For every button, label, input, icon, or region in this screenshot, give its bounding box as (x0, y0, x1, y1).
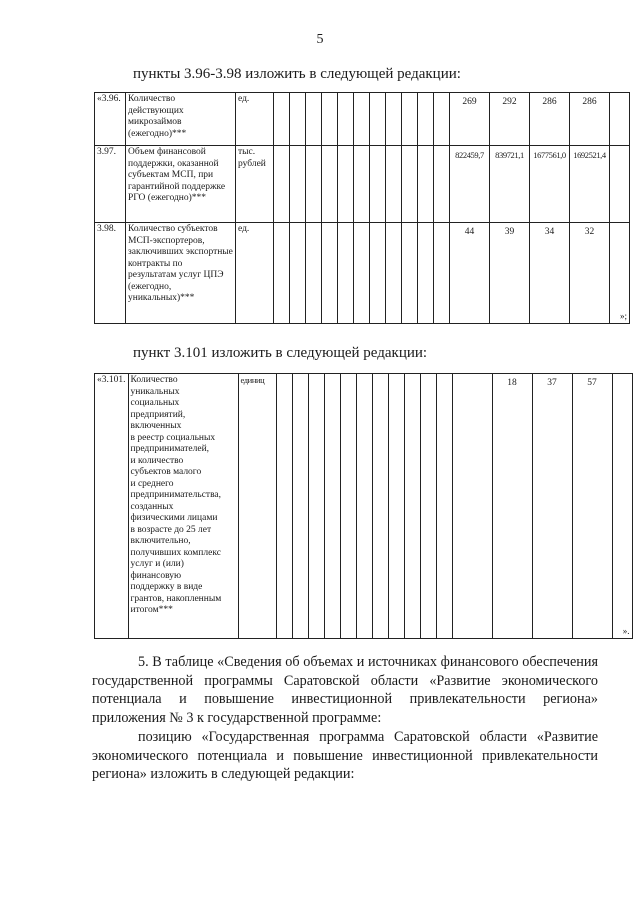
empty-cell (402, 146, 418, 223)
value-cell: 1677561,0 (530, 146, 570, 223)
empty-cell (276, 374, 292, 639)
value-cell: 839721,1 (490, 146, 530, 223)
value-cell: 292 (490, 93, 530, 146)
name-line: созданных (130, 501, 174, 512)
value-cell: 44 (450, 223, 490, 324)
name-line: грантов, накопленным (130, 593, 222, 604)
name-line: услуг и (или) (130, 559, 184, 569)
unit: тыс. рублей (236, 146, 274, 223)
empty-cell (452, 374, 492, 639)
empty-cell (290, 93, 306, 146)
empty-cell (274, 223, 290, 324)
name-line: включенных (130, 421, 182, 431)
row-number: 3.98. (95, 223, 126, 324)
value-cell: 57 (572, 374, 612, 639)
value-cell: 37 (532, 374, 572, 639)
name-line: и количество (130, 455, 184, 466)
name-line: в возрасте до 25 лет (130, 524, 212, 535)
empty-cell (338, 93, 354, 146)
empty-cell (324, 374, 340, 639)
heading-item-3-101: пункт 3.101 изложить в следующей редакции: (133, 345, 428, 361)
name-line: итогом*** (130, 605, 173, 615)
name-line: социальных (130, 398, 180, 408)
closing-mark (610, 93, 630, 146)
empty-cell (402, 223, 418, 324)
value-cell: 18 (492, 374, 532, 639)
name-line: поддержку в виде (130, 582, 203, 592)
value-cell: 286 (530, 93, 570, 146)
value-cell: 822459,7 (450, 146, 490, 223)
name-line: в реестр социальных (130, 432, 216, 443)
empty-cell (292, 374, 308, 639)
name-line: получивших комплекс (130, 547, 221, 558)
row-number: «3.101. (95, 374, 129, 639)
name-line: уникальных (130, 386, 180, 397)
name-line: Количество (130, 375, 178, 385)
closing-mark (610, 146, 630, 223)
empty-cell (338, 223, 354, 324)
empty-cell (420, 374, 436, 639)
empty-cell (322, 93, 338, 146)
closing-mark: »; (610, 223, 630, 324)
empty-cell (338, 146, 354, 223)
name-line: предпринимателей, (130, 444, 210, 454)
heading-items-3-96-3-98: пункты 3.96-3.98 изложить в следующей редакции: (133, 66, 461, 82)
paragraph-position: позицию «Государственная программа Саратовской области «Развитие экономического потенциала и повышение инвестиционной привлекательности региона» изложить в следующей редакции: (92, 729, 598, 783)
empty-cell (434, 223, 450, 324)
empty-cell (322, 223, 338, 324)
empty-cell (402, 93, 418, 146)
name-line: и среднего (130, 478, 174, 489)
closing-mark: ». (612, 374, 632, 639)
row-number: 3.97. (95, 146, 126, 223)
table-row (95, 146, 630, 223)
empty-cell (370, 146, 386, 223)
empty-cell (386, 146, 402, 223)
value-cell: 39 (490, 223, 530, 324)
indicator-name: Количество субъектов МСП-экспортеров, заключивших экспортные контракты по результатам услуг ЦПЭ (ежегодно, уникальных)*** (126, 223, 236, 324)
unit: ед. (236, 223, 274, 324)
empty-cell (436, 374, 452, 639)
empty-cell (340, 374, 356, 639)
name-line: предпринимательства, (130, 490, 222, 500)
unit: ед. (236, 93, 274, 146)
value-cell: 34 (530, 223, 570, 324)
indicator-name: Количество действующих микрозаймов (ежегодно)*** (126, 93, 236, 146)
value-cell: 32 (570, 223, 610, 324)
name-line: предприятий, (130, 409, 186, 420)
table-row (95, 93, 630, 146)
empty-cell (308, 374, 324, 639)
empty-cell (354, 223, 370, 324)
empty-cell (306, 146, 322, 223)
empty-cell (418, 223, 434, 324)
paragraph-5: 5. В таблице «Сведения об объемах и источниках финансового обеспечения государственной программы Саратовской области «Развитие экономического потенциала и повышение инвестиционной привлекательности региона» приложения № 3 к государственной программе: (92, 654, 598, 726)
indicator-name (128, 374, 238, 639)
empty-cell (434, 146, 450, 223)
empty-cell (322, 146, 338, 223)
table-row (95, 223, 630, 324)
name-line: финансовую (130, 570, 182, 581)
empty-cell (290, 223, 306, 324)
table-row (95, 374, 633, 639)
empty-cell (356, 374, 372, 639)
empty-cell (274, 93, 290, 146)
row-number: «3.96. (95, 93, 126, 146)
value-cell: 286 (570, 93, 610, 146)
empty-cell (386, 223, 402, 324)
table-items-3-96-3-98 (94, 92, 630, 324)
page-number: 5 (316, 32, 324, 47)
empty-cell (418, 93, 434, 146)
empty-cell (290, 146, 306, 223)
name-line: включительно, (130, 536, 191, 546)
empty-cell (372, 374, 388, 639)
value-cell: 1692521,4 (570, 146, 610, 223)
empty-cell (274, 146, 290, 223)
empty-cell (388, 374, 404, 639)
empty-cell (354, 93, 370, 146)
unit: единиц (238, 374, 276, 639)
empty-cell (386, 93, 402, 146)
empty-cell (306, 93, 322, 146)
name-line: физическими лицами (130, 513, 218, 523)
empty-cell (306, 223, 322, 324)
table-item-3-101 (94, 373, 633, 639)
indicator-name: Объем финансовой поддержки, оказанной субъектам МСП, при гарантийной поддержке РГО (ежегодно)*** (126, 146, 236, 223)
empty-cell (370, 93, 386, 146)
empty-cell (404, 374, 420, 639)
empty-cell (370, 223, 386, 324)
name-line: субъектов малого (130, 467, 202, 477)
empty-cell (418, 146, 434, 223)
value-cell: 269 (450, 93, 490, 146)
empty-cell (354, 146, 370, 223)
empty-cell (434, 93, 450, 146)
